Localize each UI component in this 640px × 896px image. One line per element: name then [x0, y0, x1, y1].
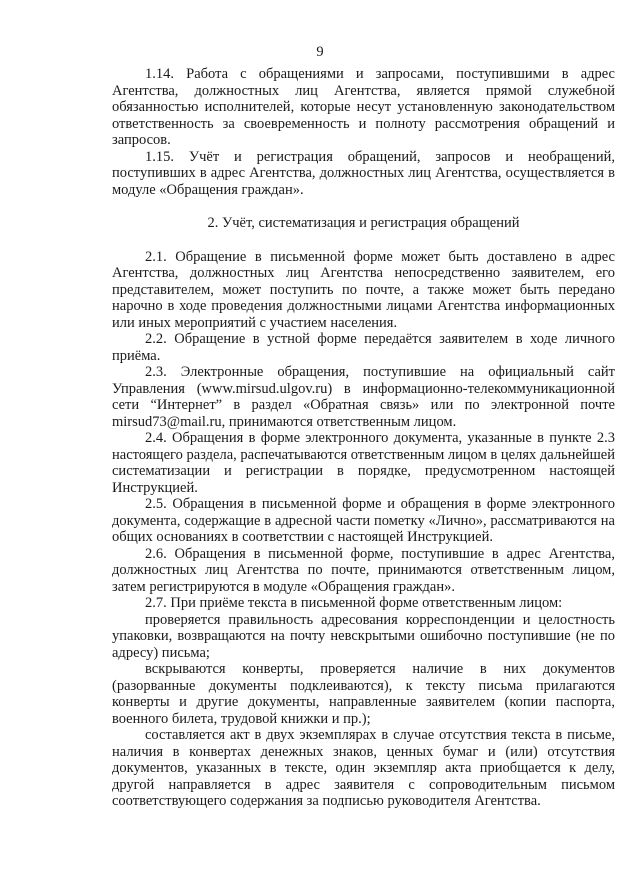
paragraph-2-7-item-act: составляется акт в двух экземплярах в случае отсутствия текста в письме, наличия в конвертах денежных знаков, ценных бумаг и (или) отсутствия документов, указанных в тексте, один экземпляр акта приобщается к делу, другой направляется в адрес заявителя с сопроводительным письмом соответствующего содержания за подписью руководителя Агентства. [112, 727, 615, 809]
paragraph-2-4: 2.4. Обращения в форме электронного документа, указанные в пункте 2.3 настоящего раздела, распечатываются ответственным лицом в целях дальнейшей систематизации и регистрации в порядке, предусмотренном настоящей Инструкцией. [112, 430, 615, 496]
paragraph-2-6: 2.6. Обращения в письменной форме, поступившие в адрес Агентства, должностных лиц Агентства по почте, принимаются ответственным лицом, затем регистрируются в модуле «Обращения граждан». [112, 545, 615, 595]
section-2-heading: 2. Учёт, систематизация и регистрация обращений [207, 215, 520, 231]
paragraph-2-3: 2.3. Электронные обращения, поступившие на официальный сайт Управления (www.mirsud.ulgov.ru) в информационно-телекоммуникационной сети “Интернет” в раздел «Обратная связь» или по электронной почте mirsud73@mail.ru, принимаются ответственным лицом. [112, 364, 615, 430]
paragraph-2-1: 2.1. Обращение в письменной форме может быть доставлено в адрес Агентства, должностных лиц Агентства непосредственно заявителем, его представителем, может поступить по почте, а также может быть передано нарочно в ходе проведения должностными лицами Агентства информационных или иных мероприятий с участием населения. [112, 248, 615, 331]
document-body [112, 66, 615, 810]
paragraph-1-15: 1.15. Учёт и регистрация обращений, запросов и необращений, поступивших в адрес Агентства, должностных лиц Агентства, осуществляется в модуле «Обращения граждан». [112, 148, 615, 198]
page-number: 9 [316, 44, 324, 60]
paragraph-2-2: 2.2. Обращение в устной форме передаётся заявителем в ходе личного приёма. [112, 331, 615, 364]
paragraph-2-5: 2.5. Обращения в письменной форме и обращения в форме электронного документа, содержащие в адресной части пометку «Лично», рассматриваются на общих основаниях в соответствии с настоящей Инструкцией. [112, 496, 615, 545]
paragraph-1-14: 1.14. Работа с обращениями и запросами, поступившими в адрес Агентства, должностных лиц Агентства, является прямой служебной обязанностью исполнителей, которые несут установленную законодательством ответственность за своевременность и полноту рассмотрения обращений и запросов. [112, 66, 615, 148]
paragraph-2-7-item-open: вскрываются конверты, проверяется наличие в них документов (разорванные документы подклеиваются), к тексту письма прилагаются конверты и другие документы, направленные заявителем (копии паспорта, военного билета, трудовой книжки и пр.); [112, 661, 615, 727]
paragraph-2-7-item-check: проверяется правильность адресования корреспонденции и целостность упаковки, возвращаются на почту невскрытыми ошибочно поступившие (не по адресу) письма; [112, 611, 615, 661]
paragraph-2-7: 2.7. При приёме текста в письменной форме ответственным лицом: [145, 595, 563, 611]
